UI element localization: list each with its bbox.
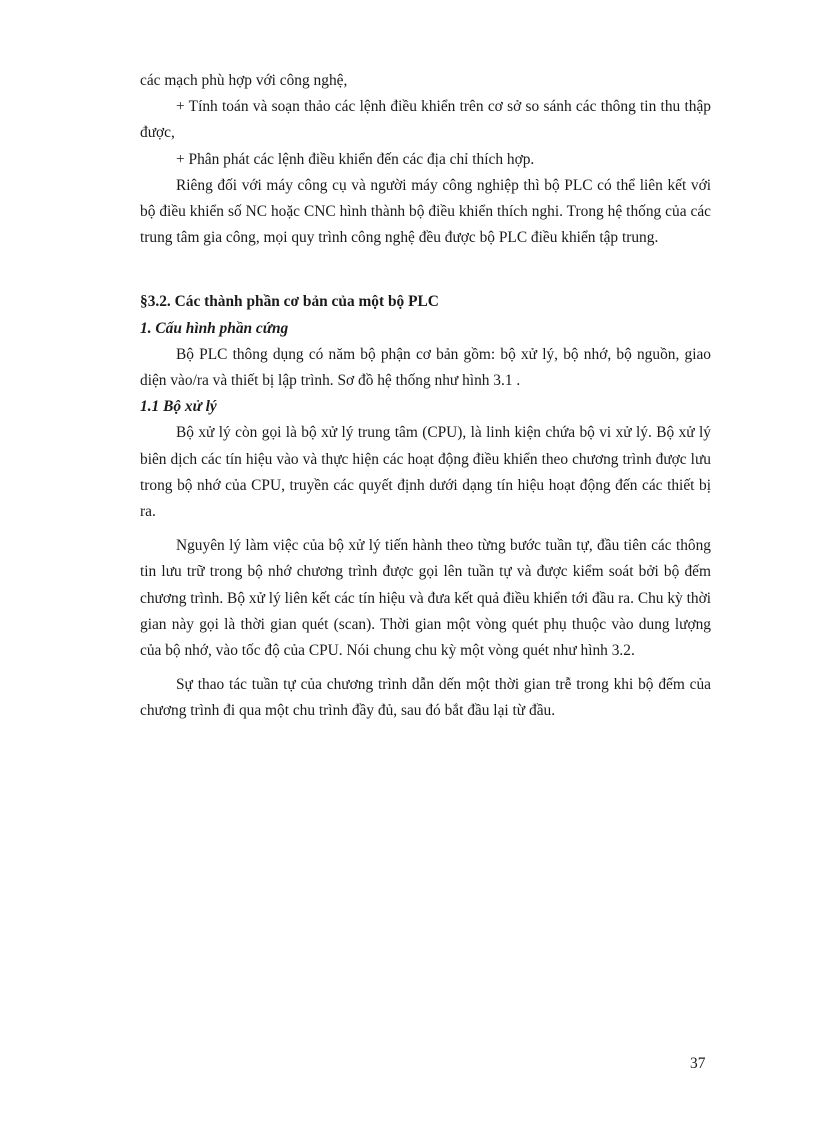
paragraph-plc-components: Bộ PLC thông dụng có năm bộ phận cơ bản gồm: bộ xử lý, bộ nhớ, bộ nguồn, giao diện vào/ra và thiết bị lập trình. Sơ đồ hệ thống như hình 3.1 . [140,345,711,390]
paragraph-sequential-delay: Sự thao tác tuần tự của chương trình dẫn dến một thời gian trễ trong khi bộ đếm của chương trình đi qua một chu trình đầy đủ, sau đó bắt đầu lại từ đầu. [140,676,711,720]
list-item-compute-commands: + Tính toán và soạn thảo các lệnh điều khiển trên cơ sở so sánh các thông tin thu thập được, [140,98,711,142]
section-heading: §3.2. Các thành phần cơ bản của một bộ PLC [140,293,439,311]
subheading-hardware-config: 1. Cấu hình phần cứng [140,319,289,337]
page-number: 37 [690,1055,706,1072]
subheading-processor: 1.1 Bộ xử lý [140,398,217,416]
paragraph-processor-principle: Nguyên lý làm việc của bộ xử lý tiến hành theo từng bước tuần tự, đầu tiên các thông tin lưu trữ trong bộ nhớ chương trình được gọi lên tuần tự và được kiểm soát bởi bộ đếm chương trình. Bộ xử lý liên kết các tín hiệu và đưa kết quả điều khiển tới đầu ra. Chu kỳ thời gian này gọi là thời gian quét (scan). Thời gian một vòng quét phụ thuộc vào dung lượng của bộ nhớ, vào tốc độ của CPU. Nói chung chu kỳ một vòng quét như hình 3.2. [140,537,711,660]
paragraph-cnc-integration: Riêng đối với máy công cụ và người máy công nghiệp thì bộ PLC có thể liên kết với bộ điều khiển số NC hoặc CNC hình thành bộ điều khiển thích nghi. Trong hệ thống của các trung tâm gia công, mọi quy trình công nghệ đều được bộ PLC điều khiển tập trung. [140,176,711,247]
document-page [140,68,711,725]
paragraph-continuation: các mạch phù hợp với công nghệ, [140,72,348,89]
paragraph-cpu-description: Bộ xử lý còn gọi là bộ xử lý trung tâm (CPU), là linh kiện chứa bộ vi xử lý. Bộ xử lý biên dịch các tín hiệu vào và thực hiện các hoạt động điều khiển theo chương trình được lưu trong bộ nhớ của CPU, truyền các quyết định dưới dạng tín hiệu hoạt động đến các thiết bị ra. [140,424,711,521]
list-item-distribute-commands: + Phân phát các lệnh điều khiển đến các địa chỉ thích hợp. [176,150,535,168]
